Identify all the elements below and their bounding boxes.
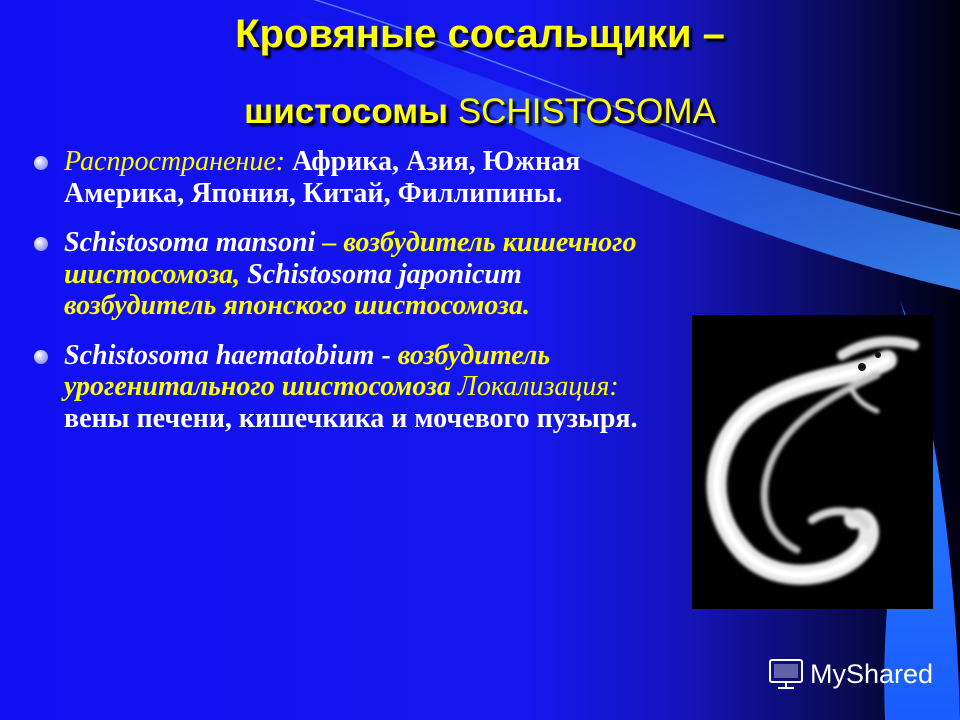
- watermark-text: MyShared: [810, 658, 934, 689]
- watermark: [768, 654, 948, 694]
- title-latin: SCHISTOSOMA: [457, 92, 716, 131]
- bullet-dot-icon: [34, 156, 48, 170]
- haematobium-dash: -: [374, 339, 398, 371]
- species-haematobium: Schistosoma haematobium: [64, 339, 375, 371]
- title-line-1: Кровяные сосальщики –: [235, 12, 725, 56]
- bullet-species: [30, 227, 670, 322]
- mansoni-desc: – возбудитель кишечного шистосомоза,: [64, 227, 637, 290]
- species-japonicum: Schistosoma japonicum: [247, 258, 522, 290]
- bullet-haematobium: [30, 340, 670, 435]
- slide-title: [60, 4, 900, 136]
- bullet-distribution: [30, 146, 670, 209]
- title-ru: шистосомы: [244, 92, 449, 131]
- distribution-text: Африка, Азия, Южная Америка, Япония, Китай, Филлипины.: [64, 146, 581, 209]
- bullet-dot-icon: [34, 237, 48, 251]
- distribution-label: Распространение:: [64, 146, 286, 177]
- presentation-screen-icon: [768, 657, 804, 691]
- localization-text: вены печени, кишечкика и мочевого пузыря.: [64, 402, 638, 434]
- bullet-dot-icon: [34, 350, 48, 364]
- species-mansoni: Schistosoma mansoni: [64, 227, 316, 258]
- haematobium-desc: возбудитель урогенитального шистосомоза: [64, 339, 551, 402]
- schistosoma-worm-illustration: [692, 315, 933, 609]
- japonicum-desc: возбудитель японского шистосомоза.: [64, 290, 530, 321]
- localization-label: Локализация:: [457, 371, 619, 402]
- title-line-2: [60, 88, 900, 136]
- schistosoma-image: [692, 315, 933, 609]
- bullet-list: [30, 146, 670, 452]
